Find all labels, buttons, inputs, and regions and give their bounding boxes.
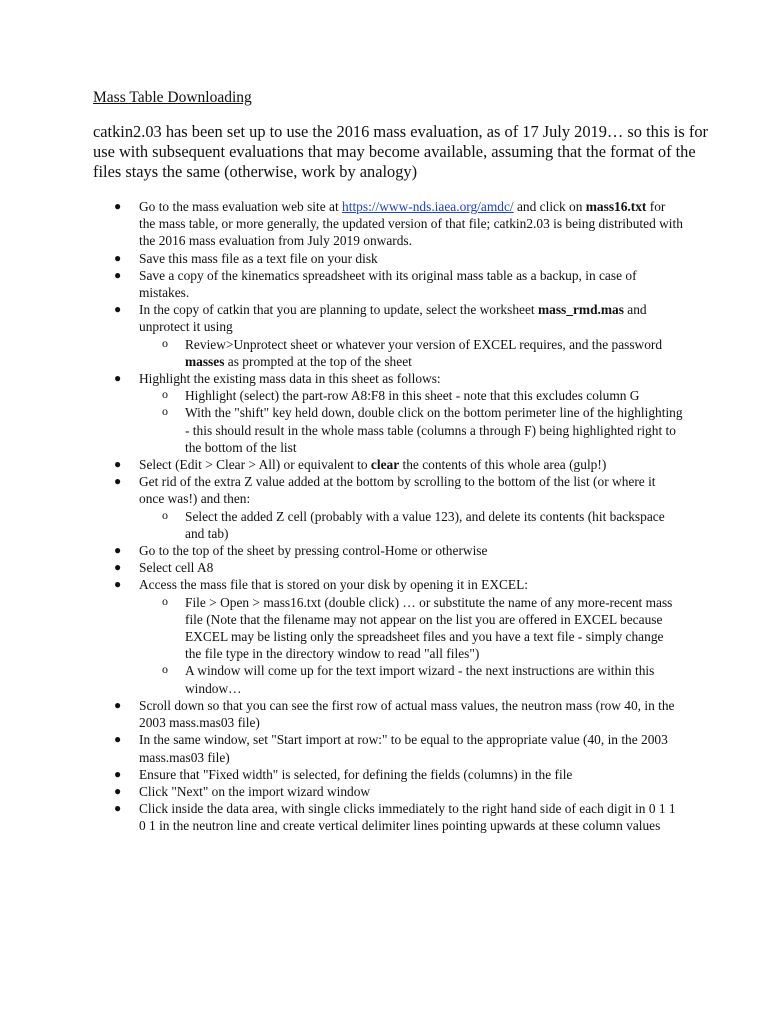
bullet-icon: ● [114, 766, 122, 781]
list-item: ● In the copy of catkin that you are planning to update, select the worksheet mass_rmd.mas and unprotect it using o Review>Unprotect sheet or whatever your version of EXCEL requires, and the password masses as prompted at the top of the sheet [93, 301, 683, 370]
list-item: ● Get rid of the extra Z value added at the bottom by scrolling to the bottom of the list (or where it once was!) and then: o Select the added Z cell (probably with a value 123), and delete its contents (hit backspace and tab) [93, 473, 683, 542]
list-item: ● Save this mass file as a text file on your disk [114, 250, 378, 266]
list-item: ● Highlight the existing mass data in this sheet as follows: o Highlight (select) the part-row A8:F8 in this sheet - note that this excludes column G o With the "shift" key held down, double click on the bottom perimeter line of the highlighting - this should result in the whole mass table (columns a through F) being highlighted right to the bottom of the list [114, 371, 683, 455]
bullet-icon: ● [114, 250, 122, 265]
bullet-icon: ● [114, 732, 122, 747]
list-item: ● Select cell A8 [114, 560, 214, 576]
list-item: ● Select (Edit > Clear > All) or equivalent to clear the contents of this whole area (gulp!) [114, 457, 607, 473]
sub-list-item: o Review>Unprotect sheet or whatever your version of EXCEL requires, and the password masses as prompted at the top of the sheet [162, 335, 663, 369]
circle-bullet-icon: o [162, 335, 168, 350]
bullet-icon: ● [114, 302, 122, 317]
circle-bullet-icon: o [162, 507, 168, 522]
list-item: ● In the same window, set "Start import at row:" to be equal to the appropriate value (40, in the 2003 mass.mas03 file) [114, 732, 668, 765]
bullet-icon: ● [114, 543, 122, 558]
amdc-link[interactable]: https://www-nds.iaea.org/amdc/ [342, 199, 514, 214]
intro-paragraph: catkin2.03 has been set up to use the 2016 mass evaluation, as of 17 July 2019… so this is for use with subsequent evaluations that may become available, assuming that the format of the files stays the same (otherwise, work by analogy) [93, 122, 709, 181]
list-item: ● Click inside the data area, with single clicks immediately to the right hand side of each digit in 0 1 1 0 1 in the neutron line and create vertical delimiter lines pointing upwards at these column values [114, 801, 676, 834]
circle-bullet-icon: o [162, 387, 168, 402]
bullet-icon: ● [114, 267, 122, 282]
sub-list [139, 594, 683, 697]
sub-list-item: o A window will come up for the text import wizard - the next instructions are within this window… [162, 662, 655, 696]
list-item: ● Go to the top of the sheet by pressing control-Home or otherwise [114, 543, 488, 559]
bullet-icon: ● [114, 697, 122, 712]
list-item: ● Scroll down so that you can see the first row of actual mass values, the neutron mass (row 40, in the 2003 mass.mas03 file) [114, 697, 675, 731]
bullet-icon: ● [114, 783, 122, 798]
bullet-icon: ● [114, 371, 122, 386]
list-item: ● Click "Next" on the import wizard window [114, 783, 371, 799]
list-item: ● Ensure that "Fixed width" is selected, for defining the fields (columns) in the file [114, 766, 573, 782]
sub-list-item: o Select the added Z cell (probably with a value 123), and delete its contents (hit backspace and tab) [162, 507, 665, 541]
sub-list-item: o Highlight (select) the part-row A8:F8 in this sheet - note that this excludes column G [162, 387, 640, 404]
list-item: ● Access the mass file that is stored on your disk by opening it in EXCEL: o File > Open > mass16.txt (double click) … or substitute the name of any more-recent mass file (Note that the filename may not appear on the list you are offered in EXCEL because EXCEL may be listing only the spreadsheet files and you have a text file - simply change the file type in the directory window to read "all files") o A window will come up for the text import wizard - the next instructions are within this window… [93, 576, 683, 696]
sub-list-item: o With the "shift" key held down, double click on the bottom perimeter line of the highlighting - this should result in the whole mass table (columns a through F) being highlighted right to the bottom of the list [162, 404, 683, 455]
bullet-icon: ● [114, 457, 122, 472]
sub-list-item: o File > Open > mass16.txt (double click) … or substitute the name of any more-recent mass file (Note that the filename may not appear on the list you are offered in EXCEL because EXCEL may be listing only the spreadsheet files and you have a text file - simply change the file type in the directory window to read "all files") [162, 593, 673, 662]
bullet-icon: ● [114, 199, 122, 213]
circle-bullet-icon: o [162, 662, 168, 677]
sub-list [139, 508, 683, 542]
bullet-icon: ● [114, 801, 122, 816]
list-item: ● Go to the mass evaluation web site at https://www-nds.iaea.org/amdc/ and click on mass16.txt for the mass table, or more generally, the updated version of that file; catkin2.03 is being distributed with the 2016 mass evaluation from July 2019 onwards. [114, 199, 683, 249]
document-title: Mass Table Downloading [93, 89, 252, 106]
sub-list [139, 336, 683, 370]
list-item: ● Save a copy of the kinematics spreadsheet with its original mass table as a backup, in case of mistakes. [114, 267, 637, 301]
sub-list [139, 387, 683, 456]
circle-bullet-icon: o [162, 593, 168, 608]
instruction-list [93, 198, 683, 835]
bullet-icon: ● [114, 577, 122, 592]
bullet-icon: ● [114, 560, 122, 575]
bullet-icon: ● [114, 474, 122, 489]
circle-bullet-icon: o [162, 404, 168, 419]
